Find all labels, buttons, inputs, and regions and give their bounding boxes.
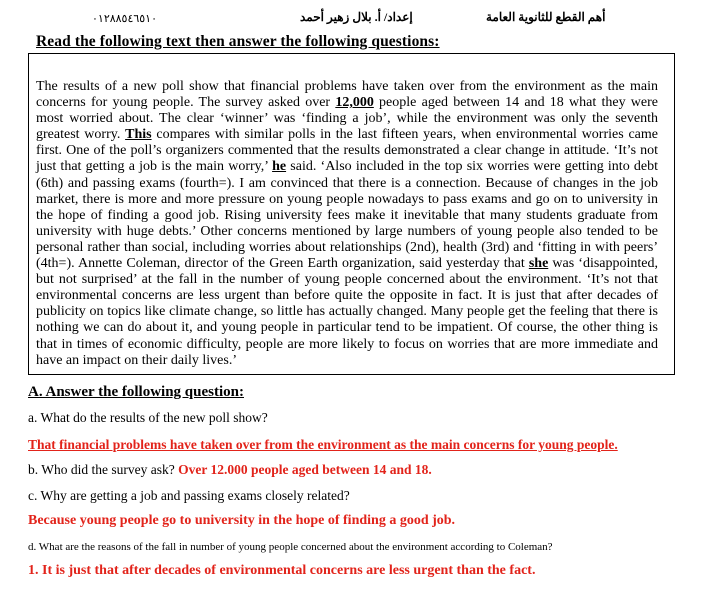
answer-b: Over 12.000 people aged between 14 and 18. [178,462,432,477]
instruction-heading: Read the following text then answer the following questions: [36,33,440,50]
underlined-this: This [125,127,152,143]
page-header [0,8,705,30]
reading-passage [36,79,658,369]
phone-number: ٠١٢٨٨٥٤٦٥١٠ [92,13,157,25]
question-a: a. What do the results of the new poll show? [28,410,268,425]
passage-text-5: was ‘disappointed, but not surprised’ at the fall in the number of young people concerned about the environment. ‘It’s not that environmental concerns are less urgent than before quite the opposite in fact. It is just that after decades of publicity on topics like climate change, so little has actually changed. Many people get the feeling that there is nothing we can do about it, and young people in particular tend to be impatient. Of course, the other thing is that in times of economic difficulty, people are more likely to focus on worries that are more immediate and have an impact on their daily lives.’ [36,256,658,368]
question-b-text: b. Who did the survey ask? [28,462,179,477]
underlined-he: he [272,159,287,175]
answer-d: 1. It is just that after decades of environmental concerns are less urgent than the fact. [28,563,536,578]
answer-c: Because young people go to university in the hope of finding a good job. [28,513,456,528]
answer-a: That financial problems have taken over from the environment as the main concerns for young people. [28,437,618,452]
passage-text-3: compares with similar polls in the last fifteen years, when environmental worries came first. One of the poll’s organizers commented that the results demonstrated a clear change in attitude. ‘It’s not just that getting a job is the main worry,’ [36,127,658,175]
question-b [28,462,432,478]
passage-text-1: The results of a new poll show that financial problems have taken over from the environment as the main concerns for young people. The survey asked over [36,79,658,111]
document-title: أهم القطع للثانوية العامة [486,10,606,24]
section-title: A. Answer the following question: [28,384,244,400]
underlined-number: 12,000 [335,95,374,111]
question-c: c. Why are getting a job and passing exams closely related? [28,488,350,503]
author-credit: إعداد/ أ. بلال زهير أحمد [300,10,413,24]
question-d: d. What are the reasons of the fall in number of young people concerned about the environment according to Coleman? [28,541,553,553]
passage-text-4: said. ‘Also included in the top six worries were getting into debt (6th) and passing exams (fourth=). I am convinced that there is a connection. Because of changes in the job market, there is more and more pressure on young people nowadays to pass exams and go on to university in the hope of finding a good job. Rising university fees make it inevitable that many students graduate from university with huge debts.’ Other concerns mentioned by large numbers of young people also tended to be personal rather than social, including worries about relationships (2nd), health (3rd) and ‘fitting in with peers’ (4th=). Annette Coleman, director of the Green Earth organization, said yesterday that [36,159,658,272]
underlined-she: she [528,256,549,272]
passage-text-2: people aged between 14 and 18 what they were most worried about. The clear ‘winner’ was ‘finding a job’, while the environment was only the seventh greatest worry. [36,95,659,143]
